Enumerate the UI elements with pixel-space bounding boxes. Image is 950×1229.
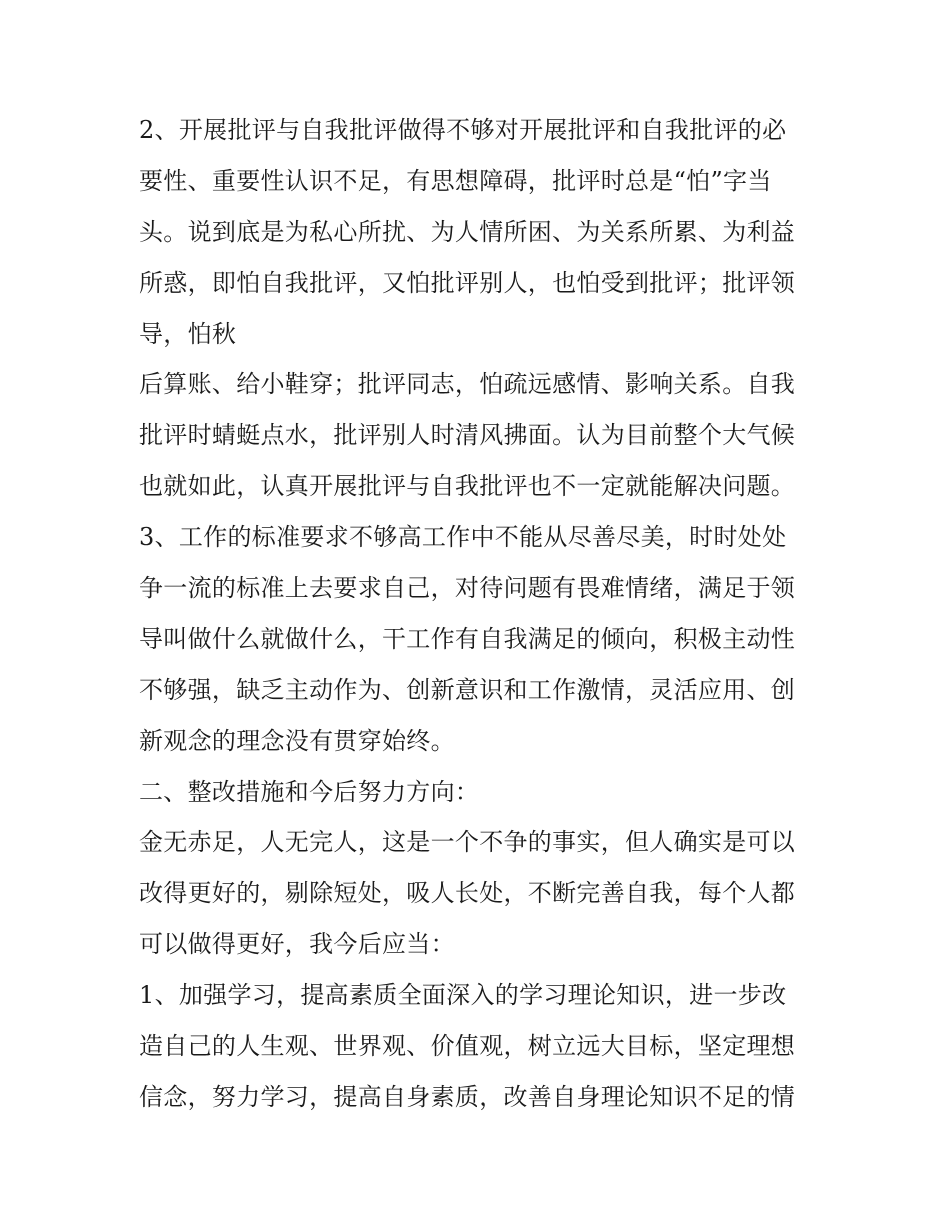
text-line: 1、加强学习，提高素质全面深入的学习理论知识，进一步改 bbox=[139, 981, 787, 1010]
text-line: 新观念的理念没有贯穿始终。 bbox=[139, 726, 455, 755]
document-body bbox=[139, 110, 819, 1128]
text-line: 2、开展批评与自我批评做得不够对开展批评和自我批评的必 bbox=[139, 116, 787, 144]
text-line: 也就如此，认真开展批评与自我批评也不一定就能解决问题。 bbox=[139, 472, 796, 501]
text-line: 信念，努力学习，提高自身素质，改善自身理论知识不足的情 bbox=[139, 1082, 796, 1111]
text-line: 批评时蜻蜓点水，批评别人时清风拂面。认为目前整个大气候 bbox=[139, 421, 796, 450]
text-line: 造自己的人生观、世界观、价值观，树立远大目标，坚定理想 bbox=[139, 1032, 796, 1061]
text-line: 后算账、给小鞋穿；批评同志，怕疏远感情、影响关系。自我 bbox=[139, 370, 796, 399]
text-line: 要性、重要性认识不足，有思想障碍，批评时总是“怕”字当 bbox=[139, 166, 772, 195]
text-line: 导，怕秋 bbox=[139, 319, 237, 348]
text-line: 金无赤足，人无完人，这是一个不争的事实，但人确实是可以 bbox=[139, 828, 796, 857]
text-line: 头。说到底是为私心所扰、为人情所困、为关系所累、为利益 bbox=[139, 217, 796, 246]
text-line: 导叫做什么就做什么，干工作有自我满足的倾向，积极主动性 bbox=[139, 624, 796, 653]
text-line: 所惑，即怕自我批评，又怕批评别人，也怕受到批评；批评领 bbox=[139, 268, 796, 297]
text-line: 不够强，缺乏主动作为、创新意识和工作激情，灵活应用、创 bbox=[139, 675, 796, 704]
section-heading: 二、整改措施和今后努力方向： bbox=[139, 777, 480, 806]
text-line: 可以做得更好，我今后应当： bbox=[139, 930, 455, 959]
text-line: 3、工作的标准要求不够高工作中不能从尽善尽美，时时处处 bbox=[139, 523, 787, 552]
text-line: 争一流的标准上去要求自己，对待问题有畏难情绪，满足于领 bbox=[139, 574, 796, 603]
text-line: 改得更好的，剔除短处，吸人长处，不断完善自我，每个人都 bbox=[139, 879, 796, 908]
